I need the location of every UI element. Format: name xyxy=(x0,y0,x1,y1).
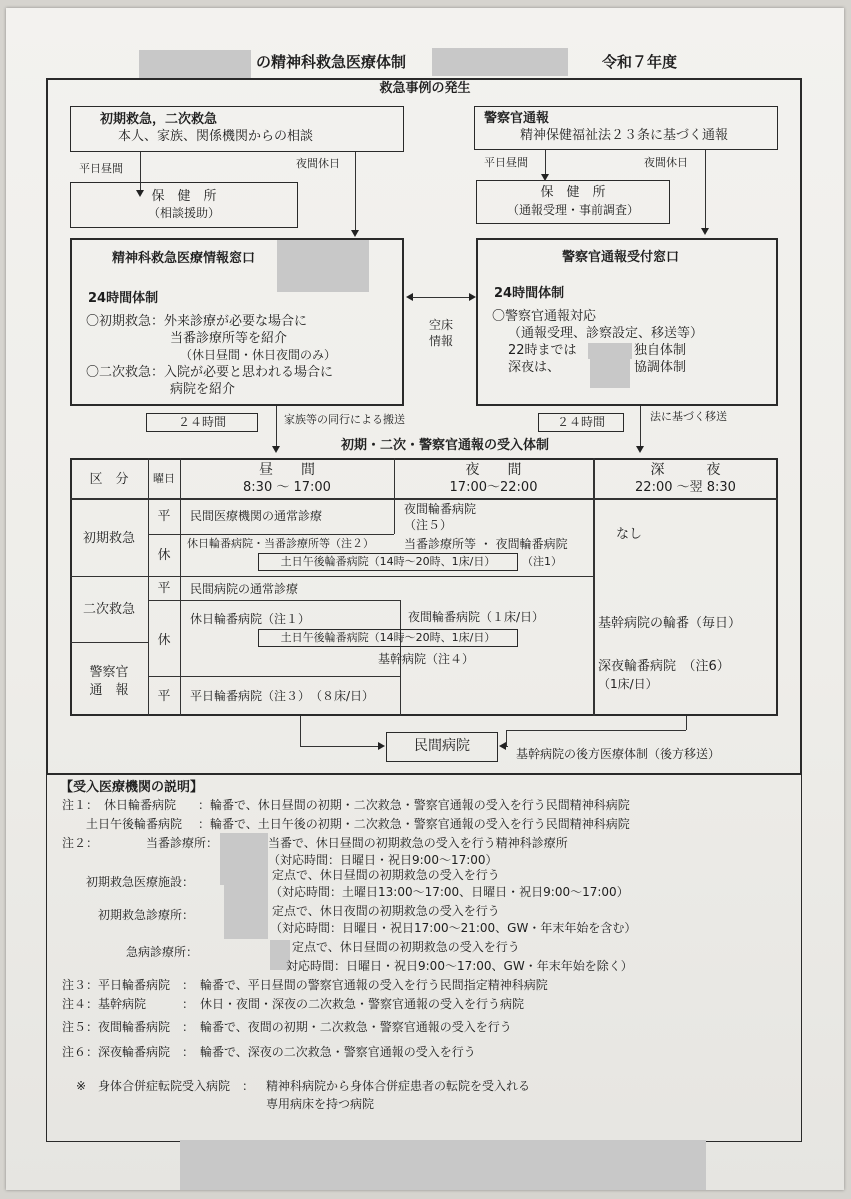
arrow-down-icon xyxy=(636,446,644,453)
info-window-line1: 〇初期救急：外来診療が必要な場合に xyxy=(86,314,308,329)
note3: 注３：平日輪番病院 ： 輪番で、平日昼間の警察官通報の受入を行う民間指定精神科病院 xyxy=(62,978,548,992)
left-case-sub: 本人、家族、関係機関からの相談 xyxy=(118,129,314,144)
cell-initial-weekend: 土日午後輪番病院（14時～20時、1床/日） xyxy=(280,555,496,568)
cell-initial-evening-1: 夜間輪番病院 xyxy=(404,502,477,516)
header-evening-hours: 17:00～22:00 xyxy=(449,480,538,495)
cell-initial-holiday-evening: 当番診療所等 ・ 夜間輪番病院 xyxy=(404,537,568,551)
transport-right-label: 法に基づく移送 xyxy=(650,410,727,423)
health-center-left-title: 保 健 所 xyxy=(151,189,217,204)
cell-late-2: 深夜輪番病院 （注6） xyxy=(598,659,730,674)
left-weekday-label: 平日昼間 xyxy=(79,162,123,175)
arrow-down-icon xyxy=(272,446,280,453)
health-center-right-sub: （通報受理・事前調査） xyxy=(506,203,639,217)
table-line xyxy=(70,642,148,643)
cell-initial-late: なし xyxy=(616,527,643,542)
cell-initial-weekend-note: （注1） xyxy=(522,555,562,568)
police-window-line1: 〇警察官通報対応 xyxy=(492,309,597,324)
row-initial-emergency: 初期救急 xyxy=(82,531,135,546)
info-window-line4: 〇二次救急：入院が必要と思われる場合に xyxy=(86,365,334,380)
redacted-region-name xyxy=(139,50,251,80)
arrow-down-icon xyxy=(701,228,709,235)
note2-label: 注２： xyxy=(62,836,99,850)
row-police-1: 警察官 xyxy=(89,665,129,680)
header-daytime: 昼 間 xyxy=(259,462,315,478)
note4: 注４：基幹病院 ： 休日・夜間・深夜の二次救急・警察官通報の受入を行う病院 xyxy=(62,997,525,1011)
reference-label: ※ 身体合併症転院受入病院 ： xyxy=(76,1079,255,1093)
note2-c-time: （対応時間：日曜日・祝日17:00～21:00、GW・年末年始を含む） xyxy=(270,921,637,935)
backup-transfer-label: 基幹病院の後方医療体制（後方移送） xyxy=(516,747,721,761)
note2-c-label: 初期救急診療所： xyxy=(98,908,195,922)
health-center-right-title: 保 健 所 xyxy=(540,185,606,200)
cell-secondary-weekend: 土日午後輪番病院（14時～20時、1床/日） xyxy=(280,631,496,644)
police-window-line3b: 独自体制 xyxy=(634,343,687,358)
day-weekday: 平 xyxy=(157,689,171,704)
system-title: 初期・二次・警察官通報の受入体制 xyxy=(340,438,549,453)
table-line xyxy=(148,534,394,535)
day-weekday: 平 xyxy=(157,581,171,596)
info-window-title: 精神科救急医療情報窓口 xyxy=(112,251,256,266)
reference-text-2: 専用病床を持つ病院 xyxy=(266,1097,375,1111)
note1-b-text: ：輪番で、土日午後の初期・二次救急・警察官通報の受入を行う民間精神科病院 xyxy=(198,817,630,831)
flow-line xyxy=(300,716,301,746)
info-window-line5: 病院を紹介 xyxy=(170,382,236,397)
arrow-left-icon xyxy=(499,742,506,750)
flow-line xyxy=(276,406,277,450)
badge-24h-left-text: ２４時間 xyxy=(177,415,226,429)
note2-a-text: 当番で、休日昼間の初期救急の受入を行う精神科診療所 xyxy=(268,836,568,850)
police-window-line2: （通報受理、診察設定、移送等） xyxy=(508,326,704,341)
police-window-line3: 22時までは xyxy=(508,343,577,358)
right-night-label: 夜間休日 xyxy=(644,156,688,169)
bed-info-2: 情報 xyxy=(428,334,453,348)
cell-initial-holiday-day: 休日輪番病院・当番診療所等（注２） xyxy=(187,537,374,550)
police-window-line4: 深夜は、 xyxy=(508,360,561,375)
arrow-right-icon xyxy=(378,742,385,750)
note2-b-time: （対応時間：土曜日13:00～17:00、日曜日・祝日9:00～17:00） xyxy=(270,885,629,899)
info-window-hours: 24時間体制 xyxy=(88,291,159,306)
row-police-2: 通 報 xyxy=(89,683,129,698)
health-center-left-sub: （相談援助） xyxy=(147,206,220,220)
table-line xyxy=(148,600,400,601)
police-window-hours: 24時間体制 xyxy=(494,286,565,301)
bed-info-line xyxy=(412,297,470,298)
day-weekday: 平 xyxy=(157,509,171,524)
note1-a-label: 注１： 休日輪番病院 xyxy=(62,798,177,812)
cell-late-3: （1床/日） xyxy=(598,677,658,691)
row-secondary-emergency: 二次救急 xyxy=(82,602,135,617)
police-window-line4b: 協調体制 xyxy=(634,360,687,375)
header-kubun: 区 分 xyxy=(89,472,129,487)
note2-a-label: 当番診療所： xyxy=(146,836,219,850)
table-line xyxy=(180,458,181,716)
flow-line xyxy=(300,746,380,747)
left-case-title: 初期救急，二次救急 xyxy=(100,112,218,127)
reference-text-1: 精神科病院から身体合併症患者の転院を受入れる xyxy=(266,1079,531,1093)
cell-initial-weekday-day: 民間医療機関の通常診療 xyxy=(190,509,323,523)
table-line xyxy=(70,498,778,500)
day-holiday: 休 xyxy=(157,548,171,563)
flow-top-label: 救急事例の発生 xyxy=(379,81,471,96)
cell-secondary-holiday-day: 休日輪番病院（注１） xyxy=(190,612,311,626)
left-night-label: 夜間休日 xyxy=(296,157,340,170)
info-window-line3: （休日昼間・休日夜間のみ） xyxy=(180,348,337,362)
header-youbi: 曜日 xyxy=(153,472,175,485)
cell-police-weekday: 平日輪番病院（注３） （８床/日） xyxy=(190,689,375,703)
note2-a-time: （対応時間：日曜日・祝日9:00～17:00） xyxy=(268,853,498,867)
cell-late-1: 基幹病院の輪番（毎日） xyxy=(598,616,742,631)
table-line xyxy=(593,458,595,716)
note2-d-text: 定点で、休日昼間の初期救急の受入を行う xyxy=(292,940,520,954)
note1-b-label: 土日午後輪番病院 xyxy=(86,817,183,831)
flow-line xyxy=(355,152,356,234)
note5: 注５：夜間輪番病院 ： 輪番で、夜間の初期・二次救急・警察官通報の受入を行う xyxy=(62,1020,512,1034)
note6: 注６：深夜輪番病院 ： 輪番で、深夜の二次救急・警察官通報の受入を行う xyxy=(62,1045,476,1059)
redacted-police-2 xyxy=(590,352,630,388)
note2-d-time: 対応時間：日曜日・祝日9:00～17:00、GW・年末年始を除く） xyxy=(286,959,633,973)
flow-line xyxy=(705,150,706,232)
arrow-down-icon xyxy=(351,230,359,237)
transport-left-label: 家族等の同行による搬送 xyxy=(284,413,405,426)
header-evening: 夜 間 xyxy=(465,462,522,478)
private-hospital: 民間病院 xyxy=(414,738,470,754)
notes-heading: 【受入医療機関の説明】 xyxy=(60,780,204,795)
cell-secondary-weekday-day: 民間病院の通常診療 xyxy=(190,582,299,596)
note2-b-text: 定点で、休日昼間の初期救急の受入を行う xyxy=(272,868,500,882)
right-case-sub: 精神保健福祉法２３条に基づく通報 xyxy=(520,128,729,143)
header-daytime-hours: 8:30 ～ 17:00 xyxy=(243,480,331,495)
header-late-night: 深 夜 xyxy=(650,462,721,478)
bed-info-1: 空床 xyxy=(428,318,453,332)
day-holiday: 休 xyxy=(157,633,171,648)
flow-line xyxy=(640,406,641,450)
note1-a-text: ：輪番で、休日昼間の初期・二次救急・警察官通報の受入を行う民間精神科病院 xyxy=(198,798,630,812)
police-window-title: 警察官通報受付窓口 xyxy=(562,250,680,265)
redacted-org-name xyxy=(432,48,568,76)
note2-d-label: 急病診療所： xyxy=(126,945,199,959)
redacted-note-3 xyxy=(224,905,268,939)
cell-initial-evening-2: （注５） xyxy=(404,518,453,532)
table-line xyxy=(70,576,593,577)
right-weekday-label: 平日昼間 xyxy=(484,156,528,169)
flow-line xyxy=(506,730,507,746)
redacted-footer xyxy=(180,1140,706,1190)
fiscal-year: 令和７年度 xyxy=(602,53,678,71)
badge-24h-right-text: ２４時間 xyxy=(556,415,605,429)
table-line xyxy=(148,676,400,677)
note2-b-label: 初期救急医療施設： xyxy=(86,875,195,889)
flow-line xyxy=(686,716,687,730)
page-title: の精神科救急医療体制 xyxy=(256,53,407,71)
table-line xyxy=(394,498,395,534)
flow-line xyxy=(506,730,686,731)
note2-c-text: 定点で、休日夜間の初期救急の受入を行う xyxy=(272,904,500,918)
flow-line xyxy=(506,746,508,747)
cell-core-hospital: 基幹病院（注４） xyxy=(378,652,475,666)
redacted-info-window xyxy=(277,240,369,292)
info-window-line2: 当番診療所等を紹介 xyxy=(170,331,288,346)
arrow-right-icon xyxy=(469,293,476,301)
header-late-night-hours: 22:00 ～翌 8:30 xyxy=(635,480,736,495)
right-case-title: 警察官通報 xyxy=(484,111,550,126)
cell-evening-rotation: 夜間輪番病院（１床/日） xyxy=(408,610,545,624)
